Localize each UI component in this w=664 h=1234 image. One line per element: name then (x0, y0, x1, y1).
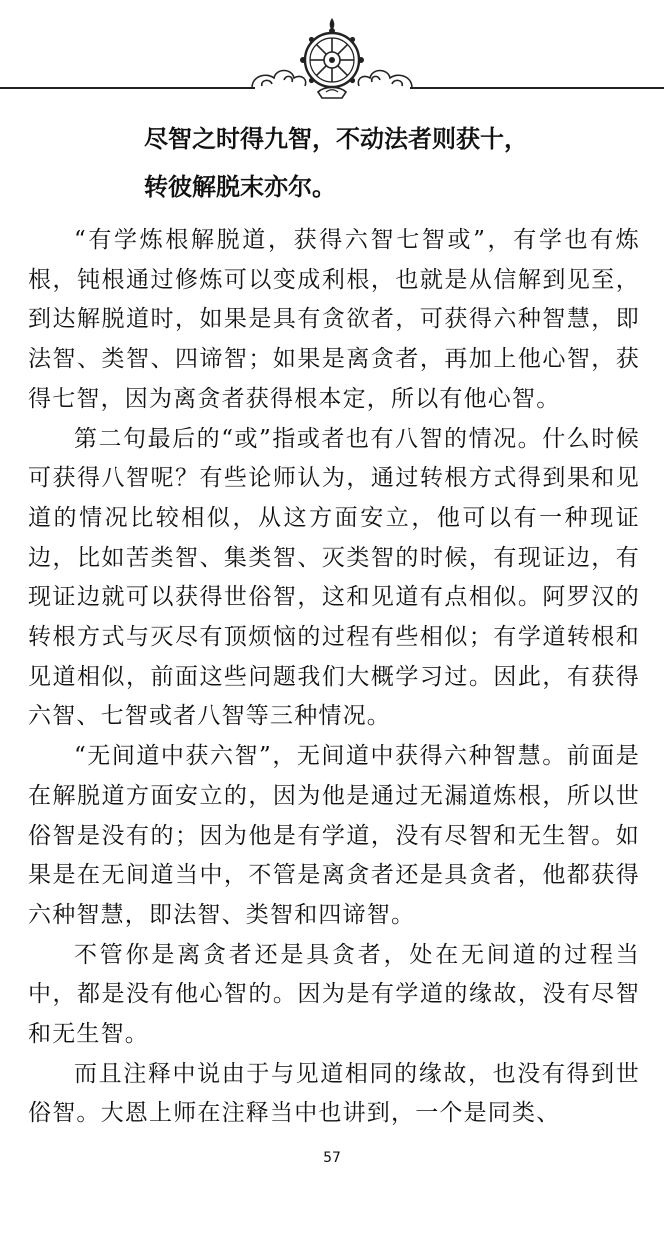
commentary-body (28, 221, 640, 1134)
cloud-left-icon (252, 71, 306, 89)
page-number: 57 (323, 1150, 341, 1166)
paragraph-2: 第二句最后的“或”指或者也有八智的情况。什么时候可获得八智呢？有些论师认为，通过转根方式得到果和见道的情况比较相似，从这方面安立，他可以有一种现证边，比如苦类智、集类智、灭类智的时候，有现证边，有现证边就可以获得世俗智，这和见道有点相似。阿罗汉的转根方式与灭尽有顶烦恼的过程有些相似；有学道转根和见道相似，前面这些问题我们大概学习过。因此，有获得六智、七智或者八智等三种情况。 (28, 425, 640, 730)
paragraph-5: 而且注释中说由于与见道相同的缘故，也没有得到世俗智。大恩上师在注释当中也讲到，一个是同类、 (28, 1060, 640, 1127)
dharma-wheel-icon (300, 18, 364, 98)
header-ornament (0, 0, 664, 110)
cloud-right-icon (358, 71, 412, 89)
verse-line-2: 转彼解脱末亦尔。 (144, 173, 336, 201)
paragraph-3: “无间道中获六智”，无间道中获得六种智慧。前面是在解脱道方面安立的，因为他是通过无漏道炼根，所以世俗智是没有的；因为他是有学道，没有尽智和无生智。如果是在无间道当中，不管是离贪者还是具贪者，他都获得六种智慧，即法智、类智和四谛智。 (28, 743, 640, 928)
paragraph-4: 不管你是离贪者还是具贪者，处在无间道的过程当中，都是没有他心智的。因为是有学道的缘故，没有尽智和无生智。 (28, 941, 640, 1048)
verse-line-1: 尽智之时得九智，不动法者则获十， (144, 125, 528, 153)
paragraph-1: “有学炼根解脱道，获得六智七智或”，有学也有炼根，钝根通过修炼可以变成利根，也就是从信解到见至，到达解脱道时，如果是具有贪欲者，可获得六种智慧，即法智、类智、四谛智；如果是离贪者，再加上他心智，获得七智，因为离贪者获得根本定，所以有他心智。 (28, 227, 640, 412)
